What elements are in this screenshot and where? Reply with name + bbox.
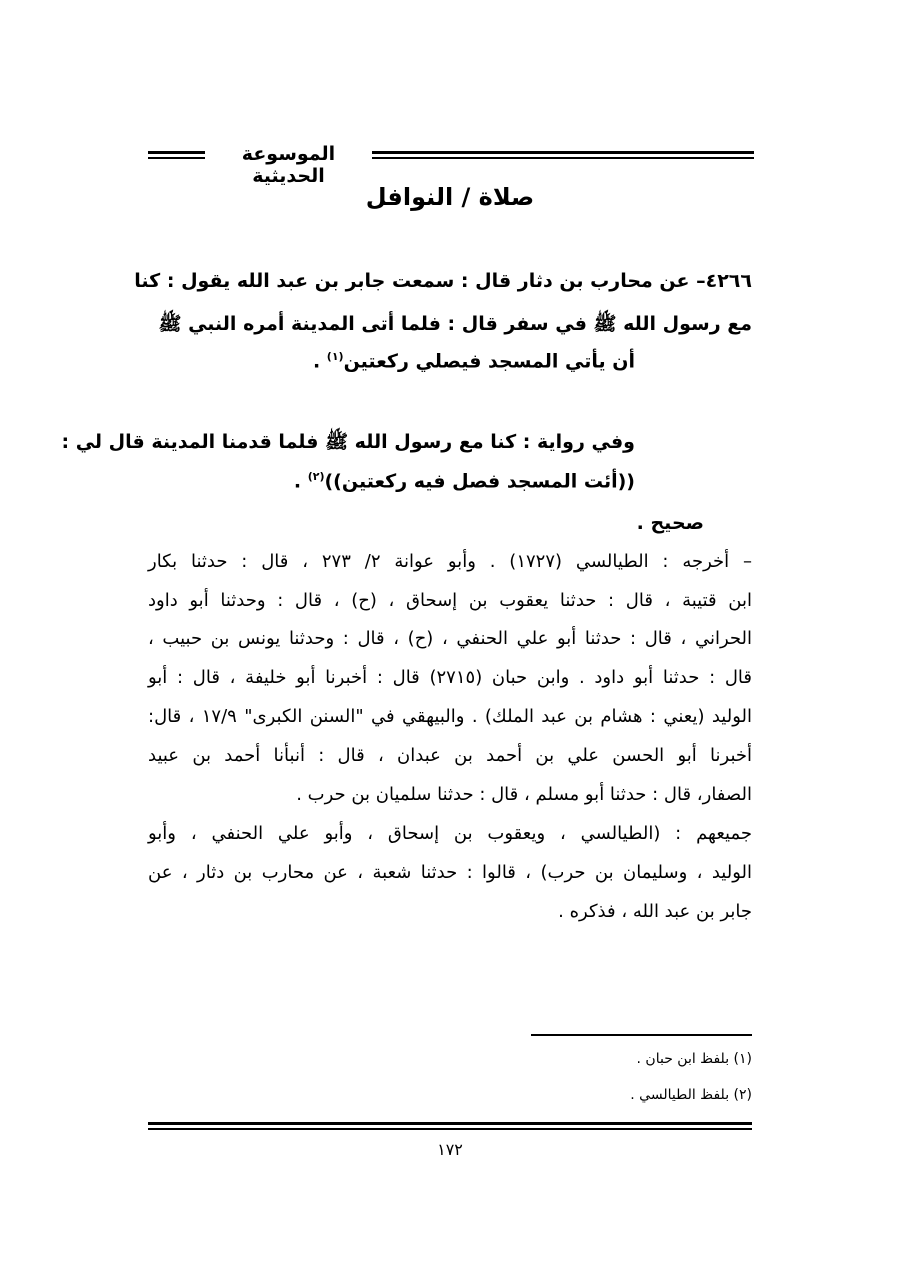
- footnote-separator: [531, 1034, 752, 1036]
- footer-rule-top: [148, 1122, 752, 1125]
- header-rule-right-top: [148, 151, 205, 154]
- hadith-grade: صحيح .: [636, 512, 704, 534]
- footnote-ref-1: (١): [326, 350, 344, 363]
- header-rule-left-top: [372, 151, 754, 154]
- takhrij-line-4: قال : حدثنا أبو داود . وابن حبان (٢٧١٥) قال : أخبرنا أبو خليفة ، قال : أبو: [148, 667, 752, 688]
- takhrij-line-5: الوليد (يعني : هشام بن عبد الملك) . والبيهقي في "السنن الكبرى" ١٧/٩ ، قال:: [148, 706, 752, 727]
- takhrij-line-1: – أخرجه : الطيالسي (١٧٢٧) . وأبو عوانة ٢/ ٢٧٣ ، قال : حدثنا بكار: [148, 551, 753, 572]
- chapter-title: صلاة / النوافل: [365, 183, 535, 211]
- hadith-line-3: أن يأتي المسجد فيصلي ركعتين$^{(١)}$ .: [312, 350, 635, 373]
- hadith-line-1: ٤٢٦٦– عن محارب بن دثار قال : سمعت جابر بن عبد الله يقول : كنا: [134, 270, 752, 292]
- footnote-1: (١) بلفظ ابن حبان .: [636, 1051, 752, 1067]
- summary-line-2: الوليد ، وسليمان بن حرب) ، قالوا : حدثنا شعبة ، عن محارب بن دثار ، عن: [148, 862, 752, 883]
- takhrij-line-2: ابن قتيبة ، قال : حدثنا يعقوب بن إسحاق ، (ح) ، قال : وحدثنا أبو داود: [148, 590, 752, 611]
- riwaya-line-1: وفي رواية : كنا مع رسول الله ﷺ فلما قدمنا المدينة قال لي :: [61, 431, 635, 453]
- summary-line-3: جابر بن عبد الله ، فذكره .: [558, 901, 752, 922]
- page-number: ١٧٢: [437, 1140, 463, 1159]
- footer-rule-bottom: [148, 1128, 752, 1130]
- takhrij-line-3: الحراني ، قال : حدثنا أبو علي الحنفي ، (ح) ، قال : وحدثنا يونس بن حبيب ،: [148, 628, 752, 649]
- hadith-line-2: مع رسول الله ﷺ في سفر قال : فلما أتى المدينة أمره النبي ﷺ: [158, 313, 752, 335]
- running-title: الموسوعة الحديثية: [241, 143, 336, 187]
- footnote-2: (٢) بلفظ الطيالسي .: [630, 1087, 752, 1103]
- takhrij-line-6: أخبرنا أبو الحسن علي بن أحمد بن عبدان ، قال : أنبأنا أحمد بن عبيد: [148, 745, 752, 766]
- header-rule-left-bottom: [372, 157, 754, 159]
- takhrij-line-7: الصفار، قال : حدثنا أبو مسلم ، قال : حدثنا سلميان بن حرب .: [296, 784, 752, 805]
- riwaya-line-2: ((أئت المسجد فصل فيه ركعتين))$^{(٢)}$ .: [293, 470, 635, 493]
- footnote-ref-2: (٢): [307, 470, 325, 483]
- header-rule-right-bottom: [148, 157, 205, 159]
- summary-line-1: جميعهم : (الطيالسي ، ويعقوب بن إسحاق ، وأبو علي الحنفي ، وأبو: [148, 823, 752, 844]
